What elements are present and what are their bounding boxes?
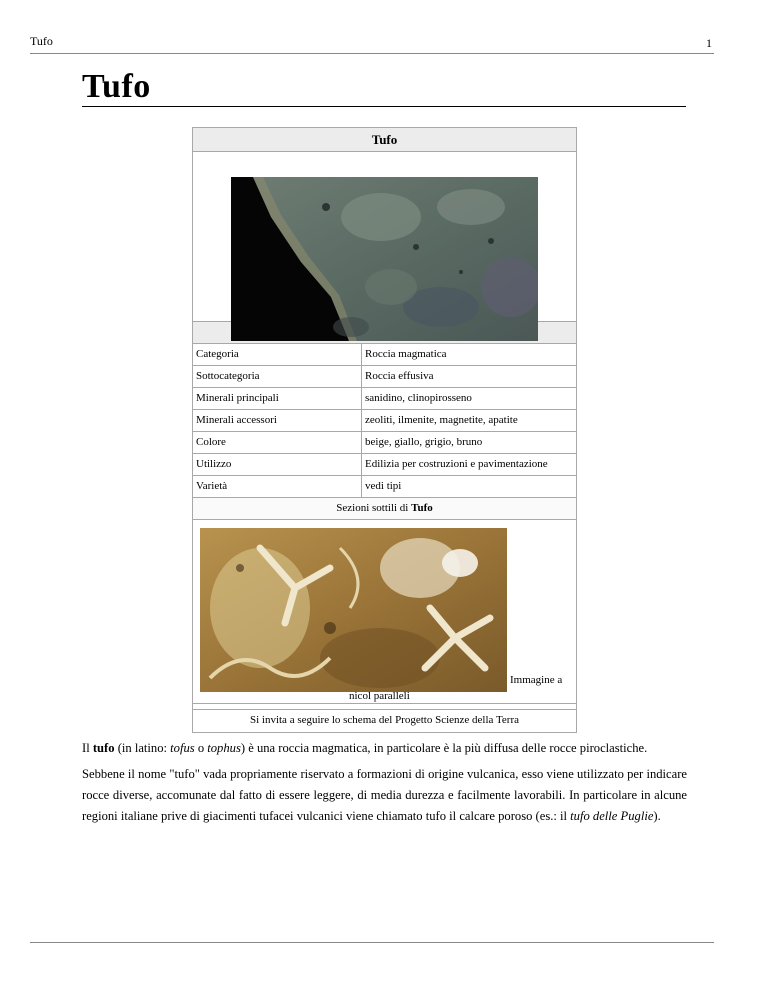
row-value: beige, giallo, grigio, bruno [365, 436, 483, 448]
row-label: Minerali accessori [193, 410, 362, 431]
tufo-rock-photo[interactable] [231, 177, 538, 341]
footer-rule [30, 942, 714, 943]
text-run: Il [82, 741, 93, 755]
row-value[interactable]: sanidino, clinopirosseno [365, 392, 472, 404]
italic-term: tofus [170, 741, 195, 755]
italic-term: tufo delle Puglie [570, 809, 654, 823]
thin-section-micrograph[interactable] [200, 528, 507, 692]
thin-section-cell [193, 520, 576, 704]
bold-term: tufo [92, 741, 115, 755]
row-value: Edilizia per costruzioni e pavimentazione [365, 458, 548, 470]
infobox-row-minerali-accessori [193, 410, 576, 432]
infobox-row-colore [193, 432, 576, 454]
header-rule [30, 53, 714, 54]
article-title: Tufo [82, 68, 151, 105]
row-label: Sottocategoria [193, 366, 362, 387]
thin-sections-link: Tufo [411, 502, 433, 514]
infobox-photo-cell [193, 152, 576, 322]
infobox-row-minerali-principali [193, 388, 576, 410]
infobox-footer: Si invita a seguire lo schema del Progetto Scienze della Terra [249, 714, 520, 726]
text-run: o [194, 741, 208, 755]
page-number: 1 [706, 36, 712, 50]
text-run: Sebbene il nome "tufo" vada propriamente riservato a formazioni di origine vulcanica, esso viene utilizzato per indicare rocce diverse, accomunate dal fatto di essere leggere, di media durezza e facilmente lavorabili. In particolare in alcune regioni italiane prive di giacimenti tufacei vulcanici viene chiamato tufo il calcare poroso (es.: il [82, 767, 687, 823]
paragraph-intro [82, 738, 687, 759]
row-value[interactable]: Roccia magmatica [365, 348, 447, 360]
italic-term: tophus [207, 741, 241, 755]
running-head [30, 34, 714, 50]
row-label: Colore [193, 432, 362, 453]
row-label: Utilizzo [193, 454, 362, 475]
text-run: ). [653, 809, 661, 823]
paragraph-usage [82, 764, 687, 827]
title-underline [82, 106, 686, 107]
row-value[interactable]: zeoliti, ilmenite, magnetite, apatite [365, 414, 518, 426]
infobox [192, 127, 577, 733]
running-head-title: Tufo [30, 34, 53, 48]
row-value[interactable]: vedi tipi [365, 480, 402, 492]
row-label: Minerali principali [193, 388, 362, 409]
infobox-row-varieta [193, 476, 576, 498]
infobox-header: Tufo [193, 128, 576, 152]
infobox-row-categoria [193, 344, 576, 366]
row-value[interactable]: Roccia effusiva [365, 370, 434, 382]
row-label: Categoria [193, 344, 362, 365]
infobox-row-sottocategoria [193, 366, 576, 388]
row-label: Varietà [193, 476, 362, 497]
micrograph-caption-line1: Immagine a [510, 674, 563, 686]
micrograph-caption-line2: nicol paralleli [349, 690, 410, 702]
text-run: (in latino: [114, 741, 171, 755]
text-run[interactable]: ) è una roccia magmatica, in particolare è la più diffusa delle rocce piroclastiche. [240, 741, 648, 755]
infobox-row-utilizzo [193, 454, 576, 476]
thin-sections-heading [193, 498, 576, 520]
thin-sections-prefix: Sezioni sottili di [336, 502, 412, 514]
